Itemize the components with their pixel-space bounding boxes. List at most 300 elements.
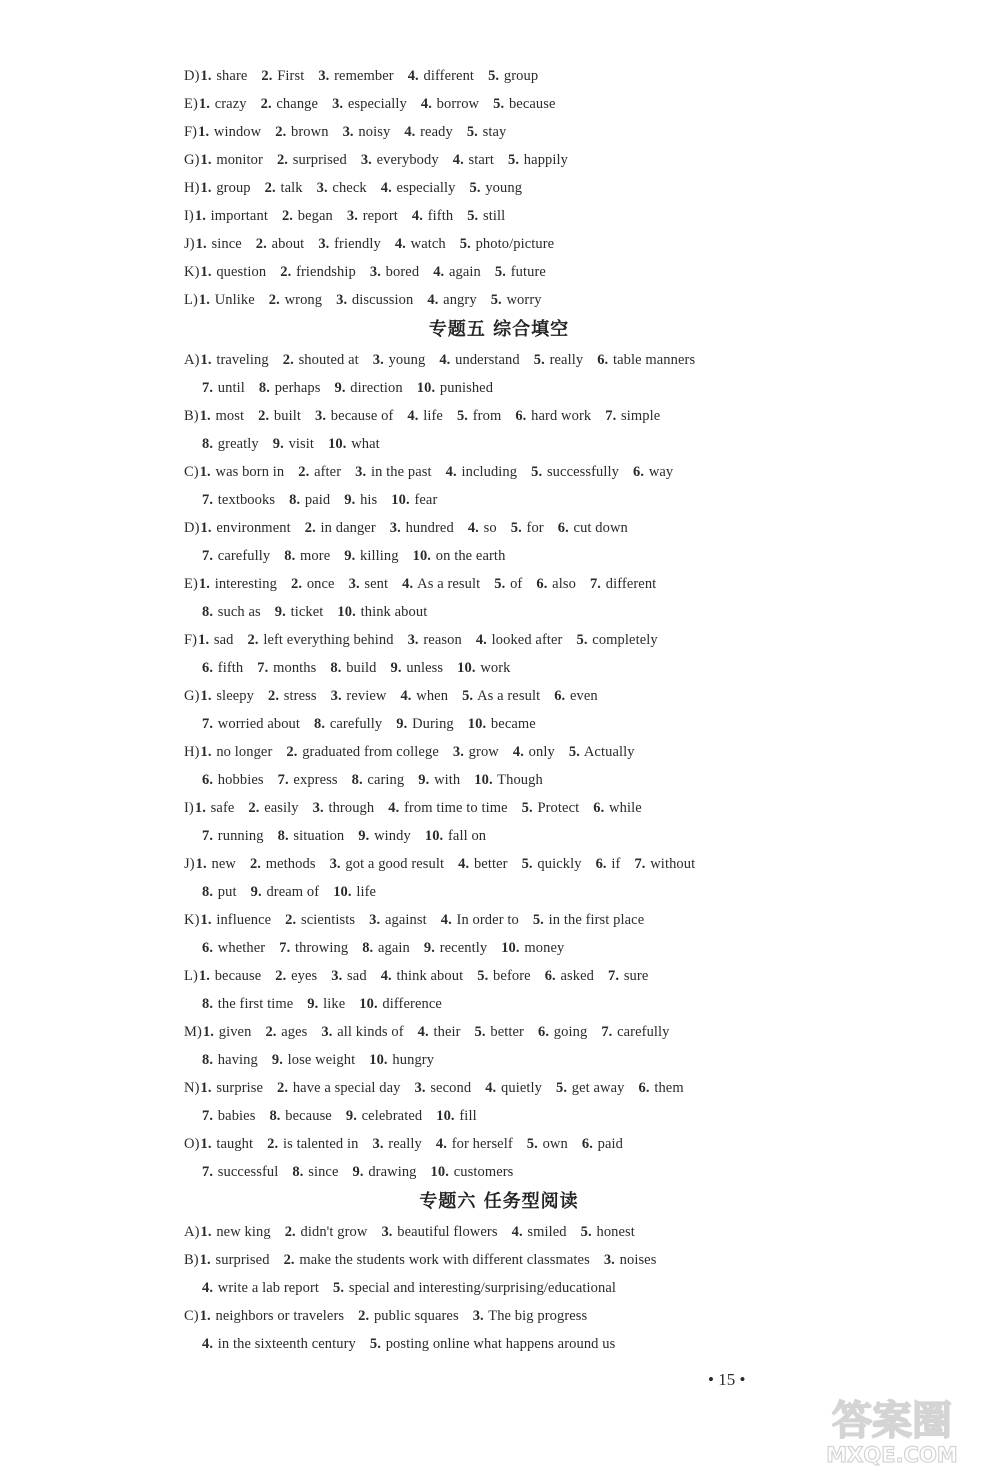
answer-item <box>362 940 410 956</box>
item-number: 4. <box>439 352 451 368</box>
item-number: 5. <box>521 856 533 872</box>
item-answer: question <box>212 264 267 280</box>
item-answer: situation <box>289 828 345 844</box>
item-answer: monitor <box>212 152 263 168</box>
item-number: 5. <box>467 208 479 224</box>
answer-line <box>184 990 824 1018</box>
item-number: 1. <box>200 352 212 368</box>
answer-line <box>184 626 824 654</box>
passage-label: H) <box>184 180 200 196</box>
answer-item <box>358 1308 459 1324</box>
answer-item <box>286 744 438 760</box>
item-number: 7. <box>202 1108 214 1124</box>
item-number: 3. <box>452 744 464 760</box>
item-number: 6. <box>581 1136 593 1152</box>
item-answer: fifth <box>214 660 244 676</box>
answer-item <box>593 800 642 816</box>
item-answer: in the first place <box>544 912 645 928</box>
item-number: 4. <box>511 1224 523 1240</box>
item-number: 1. <box>200 264 212 280</box>
answer-item <box>333 884 376 900</box>
item-number: 1. <box>198 576 210 592</box>
item-number: 5. <box>526 1136 538 1152</box>
item-number: 6. <box>638 1080 650 1096</box>
item-answer: sleepy <box>212 688 254 704</box>
answer-item <box>317 180 367 196</box>
item-number: 3. <box>315 408 327 424</box>
item-answer: better <box>486 1024 524 1040</box>
item-answer: fear <box>410 492 438 508</box>
item-number: 7. <box>608 968 620 984</box>
item-answer: having <box>214 1052 258 1068</box>
item-number: 2. <box>282 352 294 368</box>
item-answer: build <box>342 660 377 676</box>
item-number: 7. <box>202 492 214 508</box>
answer-item <box>330 660 376 676</box>
item-answer: fall on <box>444 828 487 844</box>
item-number: 7. <box>257 660 269 676</box>
item-number: 3. <box>355 464 367 480</box>
answer-item <box>198 632 233 648</box>
answer-item <box>200 408 244 424</box>
item-number: 3. <box>316 180 328 196</box>
item-answer: punished <box>436 380 494 396</box>
item-answer: for <box>522 520 544 536</box>
answer-item <box>314 716 382 732</box>
item-answer: throwing <box>291 940 349 956</box>
item-answer: his <box>356 492 378 508</box>
item-number: 8. <box>202 604 214 620</box>
answer-line <box>184 202 824 230</box>
item-answer: carefully <box>214 548 271 564</box>
answer-item <box>202 772 264 788</box>
answer-item <box>569 744 635 760</box>
answer-item <box>605 408 660 424</box>
answer-item <box>536 576 576 592</box>
item-number: 8. <box>330 660 342 676</box>
item-answer: visit <box>284 436 315 452</box>
item-answer: window <box>210 124 262 140</box>
item-answer: express <box>289 772 338 788</box>
answer-item <box>413 548 506 564</box>
item-number: 4. <box>445 464 457 480</box>
item-answer: on the earth <box>432 548 506 564</box>
item-answer: what <box>347 436 380 452</box>
item-number: 3. <box>318 68 330 84</box>
passage-label: F) <box>184 124 198 140</box>
item-number: 10. <box>474 772 493 788</box>
answer-line <box>184 286 824 314</box>
item-number: 5. <box>477 968 489 984</box>
item-number: 4. <box>388 800 400 816</box>
item-number: 3. <box>332 96 344 112</box>
item-answer: neighbors or travelers <box>211 1308 345 1324</box>
item-number: 4. <box>407 408 419 424</box>
item-answer: think about <box>356 604 428 620</box>
answer-item <box>346 1108 422 1124</box>
item-answer: important <box>206 208 268 224</box>
item-number: 8. <box>202 1052 214 1068</box>
item-answer: eyes <box>287 968 318 984</box>
item-number: 1. <box>199 1252 211 1268</box>
answer-item <box>457 660 510 676</box>
item-answer: money <box>520 940 565 956</box>
answer-line <box>184 934 824 962</box>
item-answer: still <box>479 208 506 224</box>
item-answer: everybody <box>372 152 439 168</box>
answer-item <box>421 96 479 112</box>
item-answer: whether <box>214 940 266 956</box>
item-number: 8. <box>289 492 301 508</box>
answer-line <box>184 766 824 794</box>
answer-item <box>321 1024 403 1040</box>
answer-item <box>250 856 316 872</box>
answer-item <box>202 660 243 676</box>
item-answer: successful <box>214 1164 279 1180</box>
item-number: 10. <box>436 1108 455 1124</box>
item-answer: in the sixteenth century <box>214 1336 356 1352</box>
answer-item <box>527 1136 568 1152</box>
answer-line <box>184 1018 824 1046</box>
answer-item <box>282 208 333 224</box>
item-answer: bored <box>381 264 420 280</box>
item-answer: drawing <box>364 1164 417 1180</box>
item-answer: because of <box>327 408 394 424</box>
item-number: 5. <box>369 1336 381 1352</box>
item-number: 6. <box>537 1024 550 1040</box>
passage-label: B) <box>184 1252 199 1268</box>
answer-item <box>415 1080 472 1096</box>
passage-label: K) <box>184 912 200 928</box>
item-answer: going <box>550 1024 588 1040</box>
item-number: 1. <box>199 408 211 424</box>
passage-label: D) <box>184 68 200 84</box>
answer-item <box>512 1224 567 1240</box>
answer-item <box>202 996 293 1012</box>
item-number: 6. <box>554 688 566 704</box>
passage-label: L) <box>184 292 198 308</box>
item-answer: also <box>548 576 576 592</box>
answer-item <box>359 996 442 1012</box>
answer-line <box>184 146 824 174</box>
item-number: 2. <box>280 264 292 280</box>
answer-item <box>258 408 301 424</box>
answer-item <box>203 1024 252 1040</box>
item-number: 1. <box>200 180 212 196</box>
passage-label: B) <box>184 408 199 424</box>
item-answer: began <box>294 208 333 224</box>
answer-item <box>468 716 536 732</box>
answer-item <box>291 576 335 592</box>
item-number: 4. <box>467 520 479 536</box>
item-number: 10. <box>333 884 352 900</box>
answer-line <box>184 542 824 570</box>
item-answer: different <box>602 576 657 592</box>
answer-item <box>278 772 338 788</box>
item-answer: sure <box>620 968 649 984</box>
answer-item <box>581 1224 635 1240</box>
passage-label: N) <box>184 1080 200 1096</box>
item-answer: graduated from college <box>298 744 439 760</box>
answer-line <box>184 1246 824 1274</box>
item-number: 2. <box>304 520 316 536</box>
item-number: 9. <box>272 436 284 452</box>
item-answer: only <box>524 744 555 760</box>
item-number: 8. <box>314 716 326 732</box>
item-answer: check <box>328 180 367 196</box>
answer-item <box>460 236 554 252</box>
item-number: 10. <box>501 940 520 956</box>
item-number: 5. <box>469 180 481 196</box>
item-answer: remember <box>330 68 394 84</box>
item-answer: The big progress <box>484 1308 588 1324</box>
answer-item <box>634 856 695 872</box>
answer-item <box>336 292 413 308</box>
item-number: 1. <box>194 208 206 224</box>
item-number: 8. <box>202 436 214 452</box>
item-number: 3. <box>348 576 360 592</box>
answer-item <box>407 408 443 424</box>
item-number: 2. <box>264 180 276 196</box>
answer-item <box>298 464 341 480</box>
item-number: 7. <box>601 1024 613 1040</box>
section-heading: 专题六 任务型阅读 <box>419 1191 579 1212</box>
answer-line <box>184 430 824 458</box>
item-number: 2. <box>286 744 298 760</box>
answer-item <box>538 1024 587 1040</box>
item-number: 2. <box>281 208 294 224</box>
item-answer: photo/picture <box>471 236 555 252</box>
item-number: 1. <box>195 856 207 872</box>
item-answer: reason <box>419 632 462 648</box>
answer-item <box>491 292 542 308</box>
answer-item <box>269 1108 331 1124</box>
answer-line <box>184 794 824 822</box>
passage-label: F) <box>184 632 198 648</box>
answer-item <box>199 292 255 308</box>
item-number: 3. <box>330 688 342 704</box>
item-number: 6. <box>515 408 527 424</box>
answer-line <box>184 374 824 402</box>
item-answer: ticket <box>286 604 324 620</box>
answer-item <box>608 968 648 984</box>
item-number: 1. <box>200 912 212 928</box>
answer-item <box>200 1252 270 1268</box>
answer-item <box>318 236 381 252</box>
item-answer: was born in <box>211 464 285 480</box>
item-answer: public squares <box>370 1308 459 1324</box>
answer-line <box>184 1274 824 1302</box>
watermark-site: MXQE.COM <box>826 1443 958 1467</box>
answer-item <box>485 1080 542 1096</box>
answer-item <box>202 1108 255 1124</box>
answer-item <box>307 996 345 1012</box>
item-answer: watch <box>406 236 446 252</box>
item-number: 2. <box>261 68 273 84</box>
passage-label: G) <box>184 152 200 168</box>
passage-label: O) <box>184 1136 200 1152</box>
answer-line <box>184 486 824 514</box>
answer-item <box>391 660 444 676</box>
answer-item <box>352 772 405 788</box>
answer-item <box>202 604 261 620</box>
item-answer: until <box>214 380 245 396</box>
answer-item <box>372 1136 421 1152</box>
item-answer: interesting <box>210 576 278 592</box>
answer-item <box>277 152 347 168</box>
item-number: 5. <box>466 124 478 140</box>
item-answer: hard work <box>527 408 592 424</box>
answer-line <box>184 458 824 486</box>
answer-item <box>261 96 318 112</box>
item-answer: successfully <box>543 464 620 480</box>
answer-line <box>184 118 824 146</box>
item-answer: got a good result <box>341 856 445 872</box>
answer-item <box>202 828 264 844</box>
item-number: 4. <box>404 124 416 140</box>
item-answer: again <box>445 264 481 280</box>
page-number: • 15 • <box>708 1370 746 1389</box>
answer-item <box>284 1252 590 1268</box>
answer-item <box>473 1308 588 1324</box>
answer-item <box>333 1280 616 1296</box>
item-number: 9. <box>271 1052 283 1068</box>
item-answer: built <box>270 408 301 424</box>
answer-item <box>453 744 499 760</box>
answer-item <box>265 180 303 196</box>
item-number: 10. <box>369 1052 388 1068</box>
answer-line <box>184 174 824 202</box>
item-number: 4. <box>394 236 406 252</box>
item-number: 2. <box>291 576 303 592</box>
answer-item <box>196 236 242 252</box>
item-answer: cut down <box>569 520 628 536</box>
answer-item <box>201 352 269 368</box>
answer-item <box>251 884 320 900</box>
item-answer: In order to <box>452 912 519 928</box>
item-number: 6. <box>557 520 569 536</box>
answer-item <box>202 436 259 452</box>
passage-label: J) <box>184 236 195 252</box>
answer-item <box>318 68 393 84</box>
answer-item <box>285 1224 368 1240</box>
answer-item <box>284 548 330 564</box>
passage-label: I) <box>184 208 194 224</box>
item-number: 8. <box>292 1164 304 1180</box>
answer-item <box>381 180 456 196</box>
item-number: 1. <box>200 1136 212 1152</box>
item-number: 9. <box>390 660 402 676</box>
answer-item <box>467 208 505 224</box>
answer-item <box>283 352 359 368</box>
item-answer: their <box>429 1024 461 1040</box>
item-number: 6. <box>536 576 548 592</box>
passage-label: A) <box>184 1224 200 1240</box>
item-answer: asked <box>556 968 595 984</box>
item-number: 4. <box>400 688 412 704</box>
item-answer: didn't grow <box>296 1224 368 1240</box>
answer-item <box>556 1080 625 1096</box>
item-number: 6. <box>597 352 609 368</box>
answer-item <box>261 68 304 84</box>
item-answer: noises <box>615 1252 657 1268</box>
answer-item <box>511 520 544 536</box>
item-answer: get away <box>568 1080 625 1096</box>
answer-item <box>278 828 345 844</box>
item-answer: Protect <box>533 800 580 816</box>
item-number: 10. <box>328 436 347 452</box>
item-answer: since <box>304 1164 339 1180</box>
item-answer: completely <box>588 632 658 648</box>
answer-item <box>404 124 453 140</box>
item-number: 10. <box>467 716 487 732</box>
passage-label: G) <box>184 688 200 704</box>
item-number: 9. <box>358 828 370 844</box>
item-answer: make the students work with different classmates <box>295 1252 590 1268</box>
item-answer: difference <box>378 996 442 1012</box>
item-answer: looked after <box>487 632 563 648</box>
item-number: 7. <box>589 576 602 592</box>
item-number: 2. <box>358 1308 370 1324</box>
item-answer: if <box>607 856 621 872</box>
item-number: 4. <box>380 180 392 196</box>
answer-item <box>268 688 317 704</box>
item-answer: understand <box>451 352 520 368</box>
answer-item <box>412 208 453 224</box>
answer-item <box>201 688 254 704</box>
item-number: 7. <box>202 380 214 396</box>
item-answer: especially <box>392 180 456 196</box>
item-number: 9. <box>396 716 408 732</box>
answer-item <box>198 124 261 140</box>
item-answer: As a result <box>414 576 481 592</box>
answer-item <box>515 408 591 424</box>
item-number: 1. <box>199 1308 211 1324</box>
item-number: 3. <box>414 1080 426 1096</box>
passage-label: K) <box>184 264 200 280</box>
item-answer: taught <box>212 1136 254 1152</box>
item-answer: windy <box>370 828 411 844</box>
answer-item <box>315 408 393 424</box>
item-number: 4. <box>202 1280 214 1296</box>
item-answer: As a result <box>474 688 541 704</box>
watermark-text: 答案圈 <box>832 1398 952 1444</box>
item-number: 2. <box>249 856 262 872</box>
item-number: 2. <box>265 1024 277 1040</box>
item-number: 5. <box>459 236 471 252</box>
item-answer: babies <box>214 1108 256 1124</box>
answer-item <box>513 744 555 760</box>
answer-item <box>601 1024 669 1040</box>
item-answer: without <box>646 856 696 872</box>
item-answer: really <box>545 352 584 368</box>
answer-item <box>388 800 507 816</box>
item-number: 3. <box>472 1308 484 1324</box>
item-number: 10. <box>424 828 444 844</box>
item-answer: sad <box>343 968 367 984</box>
answer-item <box>425 828 486 844</box>
item-number: 9. <box>344 548 356 564</box>
item-number: 10. <box>430 1164 449 1180</box>
item-number: 2. <box>298 464 310 480</box>
item-answer: sad <box>210 632 234 648</box>
item-answer: posting online what happens around us <box>381 1336 616 1352</box>
item-answer: surprise <box>212 1080 264 1096</box>
item-number: 6. <box>593 800 605 816</box>
answer-item <box>441 912 519 928</box>
item-answer: caring <box>363 772 405 788</box>
item-answer: write a lab report <box>214 1280 320 1296</box>
